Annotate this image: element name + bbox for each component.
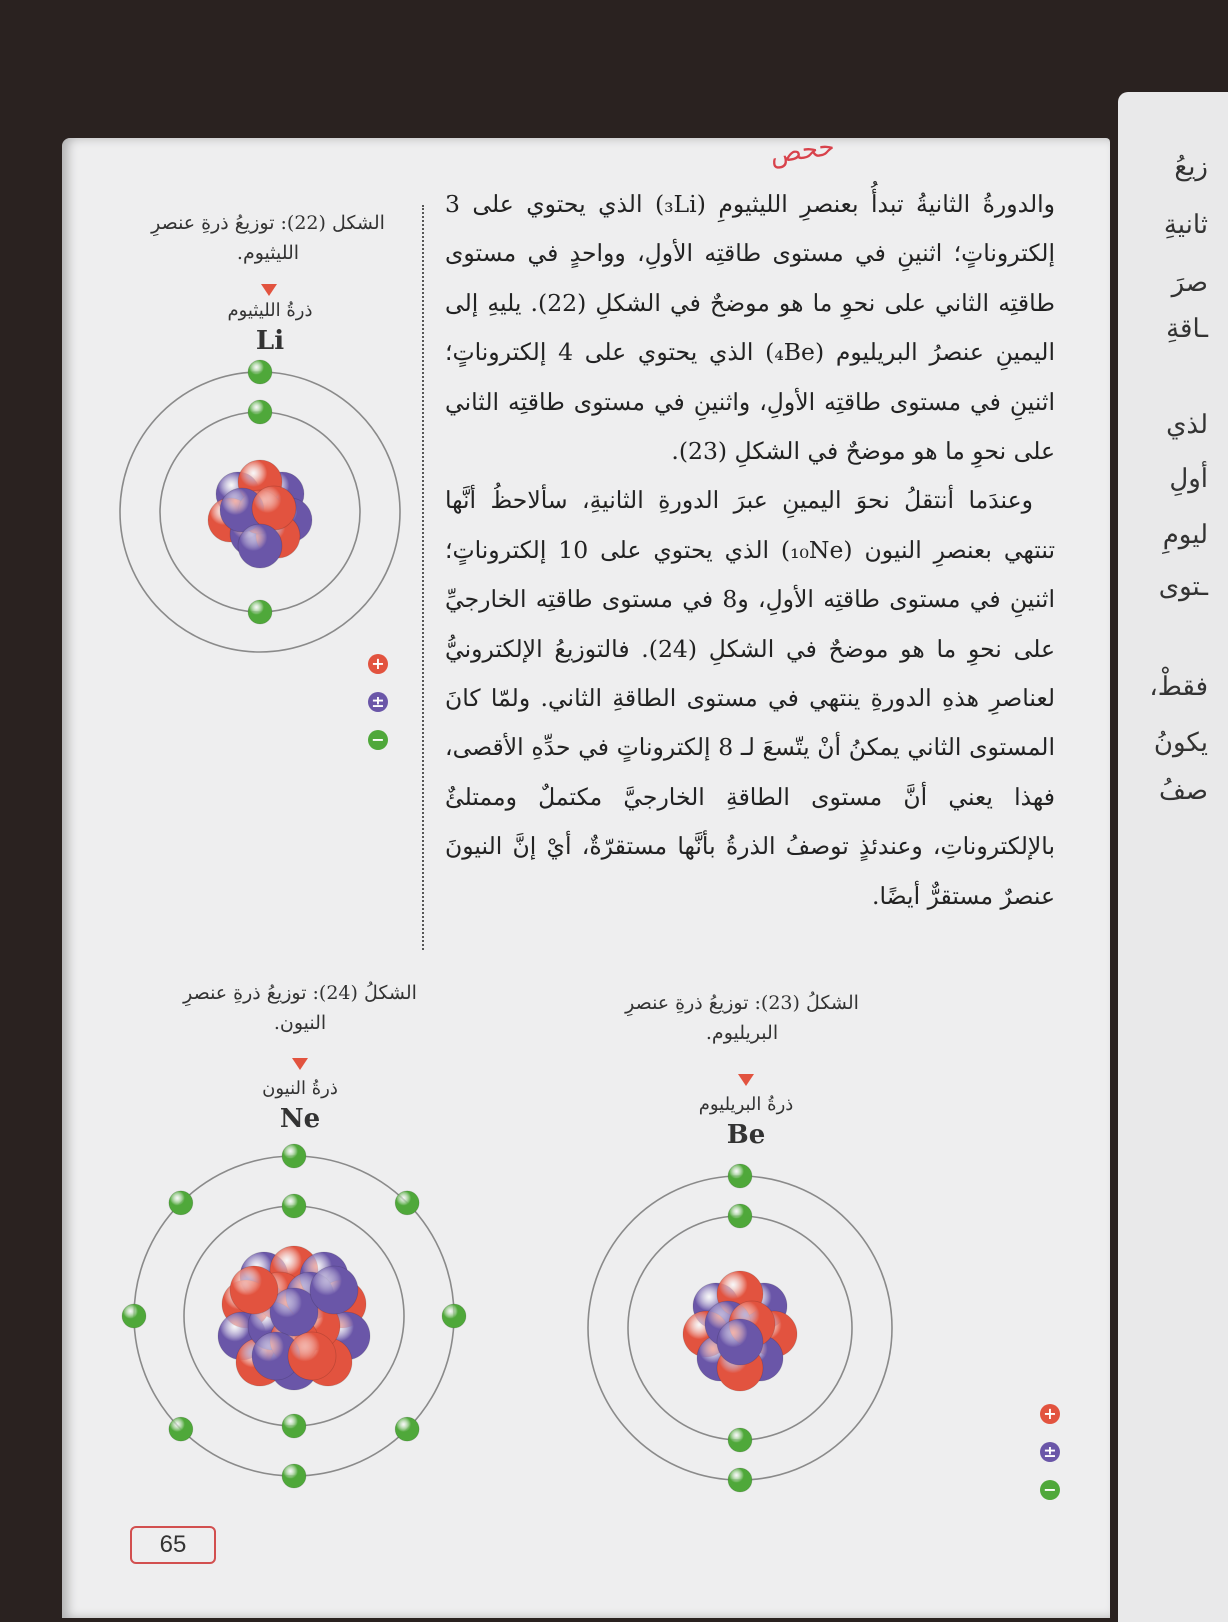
facing-text-fragment: صرَ — [1171, 268, 1208, 298]
figure-caption: الشكلُ (23): توزيعُ ذرةِ عنصرِ البريليوم. — [625, 992, 859, 1044]
proton — [288, 1332, 336, 1380]
facing-text-fragment: لذي — [1166, 410, 1208, 440]
caption-marker — [738, 1074, 754, 1086]
electron — [282, 1144, 306, 1168]
facing-text-fragment: ثانيةِ — [1163, 210, 1208, 240]
electron — [248, 600, 272, 624]
proton — [230, 1266, 278, 1314]
electron — [169, 1191, 193, 1215]
lithium-atom-diagram — [120, 372, 400, 652]
electron — [728, 1428, 752, 1452]
facing-text-fragment: ـاقةِ — [1166, 314, 1208, 344]
beryllium-atom-diagram — [590, 1160, 910, 1500]
page-number: 65 — [130, 1526, 216, 1564]
atom-name: ذرةُ الليثيوم — [227, 300, 313, 321]
electron — [728, 1164, 752, 1188]
paragraph: وعندَما أنتقلُ نحوَ اليمينِ عبرَ الدورةِ الثانيةِ، سألاحظُ أنَّها تنتهي بعنصرِ النيون (₁₀Ne) الذي يحتوي على 10 إلكتروناتٍ؛ اثنينِ في مستوى طاقتِه الأولِ، و8 في مستوى طاقتِه الخارجيِّ على نحوِ ما هو موضحٌ في الشكلِ (24). فالتوزيعُ الإلكترونيُّ لعناصرِ هذهِ الدورةِ ينتهي في مستوى الطاقةِ الثاني. ولمّا كانَ المستوى الثاني يمكنُ أنْ يتّسعَ لـ 8 إلكتروناتٍ في حدِّهِ الأقصى، فهذا يعني أنَّ مستوى الطاقةِ الخارجيَّ مكتملٌ وممتلئٌ بالإلكتروناتِ، وعندئذٍ توصفُ الذرةُ بأنَّها مستقرّةٌ، أيْ إنَّ النيونَ عنصرٌ مستقرٌّ أيضًا. — [445, 486, 1055, 910]
electron — [282, 1194, 306, 1218]
electron-icon: − — [1040, 1480, 1060, 1500]
neutron — [310, 1266, 358, 1314]
proton-icon: + — [1040, 1404, 1060, 1424]
facing-text-fragment: أولِ — [1169, 464, 1208, 494]
facing-text-fragment: صفُ — [1159, 776, 1208, 806]
caption-marker — [261, 284, 277, 296]
proton-icon: + — [368, 654, 388, 674]
particle-legend — [1040, 1404, 1064, 1518]
paragraph: والدورةُ الثانيةُ تبدأُ بعنصرِ الليثيومِ (₃Li) الذي يحتوي على 3 إلكتروناتٍ؛ اثنينِ في مستوى طاقتِه الأولِ، وواحدٍ في مستوى طاقتِه الثاني على نحوِ ما هو موضحٌ في الشكلِ (22). يليهِ إلى اليمينِ عنصرُ البريليوم (₄Be) الذي يحتوي على 4 إلكتروناتٍ؛ اثنينِ في مستوى طاقتِه الأولِ، واثنينِ في مستوى طاقتِه الثاني على نحوِ ما هو موضحٌ في الشكلِ (23). — [445, 190, 1055, 466]
electron — [282, 1464, 306, 1488]
handwritten-note: ححص — [768, 131, 837, 171]
dotted-divider — [422, 205, 424, 950]
electron-icon: − — [368, 730, 388, 750]
atom-name: ذرةُ النيون — [262, 1078, 338, 1099]
neon-atom-diagram — [124, 1146, 464, 1486]
neutron — [717, 1319, 763, 1365]
electron — [122, 1304, 146, 1328]
neutron-icon: ± — [368, 692, 388, 712]
facing-text-fragment: فقطْ، — [1149, 672, 1208, 702]
neutron-icon: ± — [1040, 1442, 1060, 1462]
electron — [395, 1191, 419, 1215]
electron — [169, 1417, 193, 1441]
body-text — [445, 180, 1055, 921]
neutron — [238, 524, 282, 568]
electron — [395, 1417, 419, 1441]
electron — [728, 1204, 752, 1228]
electron — [248, 360, 272, 384]
figure-caption: الشكل (22): توزيعُ ذرةِ عنصرِ الليثيوم. — [151, 212, 385, 264]
electron — [248, 400, 272, 424]
electron — [282, 1414, 306, 1438]
facing-text-fragment: ـتوى — [1158, 572, 1208, 602]
figure-caption: الشكلُ (24): توزيعُ ذرةِ عنصرِ النيون. — [183, 982, 417, 1034]
atom-symbol: Ne — [279, 1104, 321, 1134]
facing-text-fragment: ليومِ — [1162, 520, 1208, 550]
atom-name: ذرةُ البريليوم — [698, 1094, 794, 1115]
electron — [728, 1468, 752, 1492]
particle-legend — [368, 654, 392, 768]
proton — [252, 486, 296, 530]
facing-page-edge — [1118, 92, 1228, 1622]
caption-marker — [292, 1058, 308, 1070]
facing-text-fragment: يكونُ — [1153, 728, 1208, 758]
atom-symbol: Be — [726, 1120, 766, 1150]
facing-text-fragment: زيعُ — [1174, 152, 1208, 182]
atom-symbol: Li — [255, 326, 285, 356]
electron — [442, 1304, 466, 1328]
